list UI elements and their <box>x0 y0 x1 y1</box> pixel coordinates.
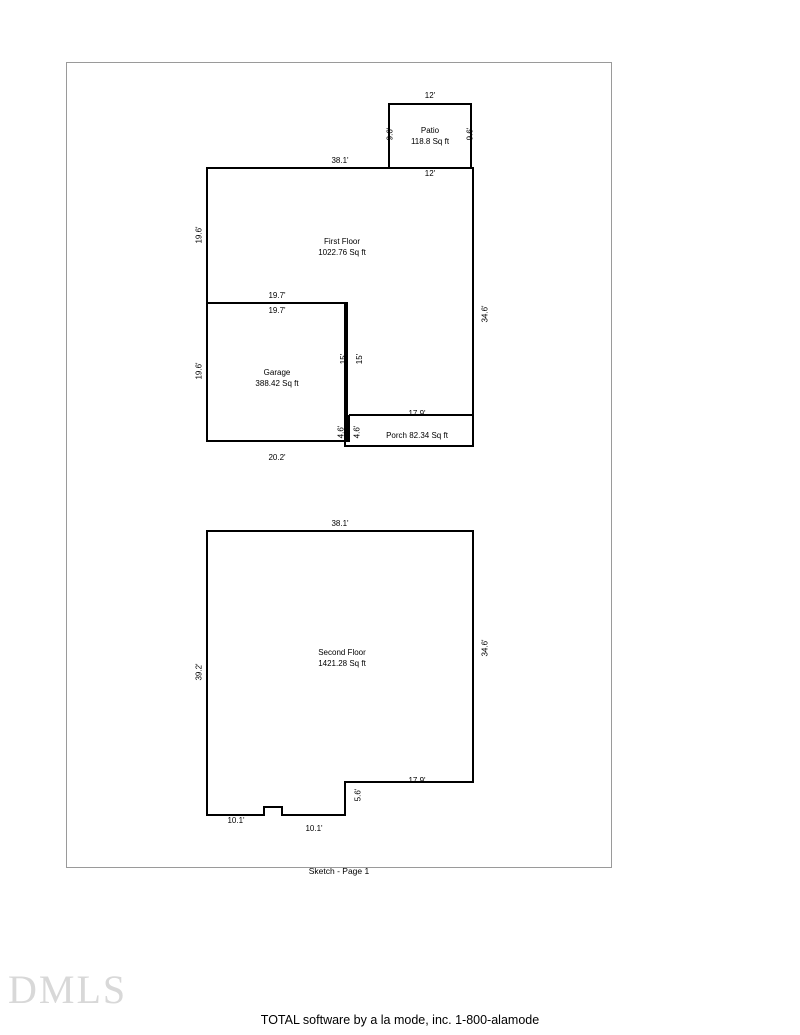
dim-first-left-upper: 19.6' <box>194 226 204 244</box>
dim-garage-bottom: 20.2' <box>268 453 286 462</box>
sketch-sheet <box>66 62 612 868</box>
dim-second-right: 34.6' <box>480 639 490 657</box>
area-name-patio: Patio <box>420 126 440 135</box>
area-value-first-floor: 1022.76 Sq ft <box>318 248 366 257</box>
area-label-patio <box>411 125 449 147</box>
area-value-patio: 118.8 Sq ft <box>410 137 450 146</box>
dim-patio-bottom: 12' <box>424 169 436 178</box>
dim-second-bottom-left: 10.1' <box>227 816 245 825</box>
first-floor-outline <box>207 168 473 446</box>
dim-patio-left: 9.6' <box>385 127 395 141</box>
dim-first-inner-right: 15' <box>355 353 365 365</box>
dim-garage-right: 15' <box>339 353 349 365</box>
area-value-second-floor: 1421.28 Sq ft <box>318 659 366 668</box>
area-label-porch <box>386 430 448 441</box>
area-value-garage: 388.42 Sq ft <box>255 379 299 388</box>
area-name-second-floor: Second Floor <box>318 648 366 657</box>
dim-patio-top: 12' <box>424 91 436 100</box>
area-name-first-floor: First Floor <box>324 237 360 246</box>
dim-garage-top: 19.7' <box>268 306 286 315</box>
dim-first-top: 38.1' <box>331 156 349 165</box>
area-label-first-floor <box>318 236 366 258</box>
second-floor-outline <box>207 531 473 815</box>
dim-porch-top: 17.9' <box>408 409 426 418</box>
dim-porch-left: 4.6' <box>352 425 362 439</box>
dim-second-notch: 5.6' <box>353 788 363 802</box>
watermark-logo: DMLS <box>8 967 128 1012</box>
sketch-page-caption: Sketch - Page 1 <box>308 866 370 876</box>
area-label-second-floor <box>318 647 366 669</box>
dim-garage-bottom-right: 4.6' <box>336 425 346 439</box>
dim-first-right: 34.6' <box>480 305 490 323</box>
area-value-porch: 82.34 Sq ft <box>409 431 448 440</box>
dim-garage-left: 19.6' <box>194 362 204 380</box>
dim-second-bottom-right: 17.9' <box>408 776 426 785</box>
footer-text: TOTAL software by a la mode, inc. 1-800-alamode <box>260 1013 540 1027</box>
floor-plan-drawing <box>67 63 613 869</box>
area-name-porch: Porch <box>386 431 407 440</box>
dim-second-bottom-mid: 10.1' <box>305 824 323 833</box>
dim-second-left: 39.2' <box>194 663 204 681</box>
area-name-garage: Garage <box>263 368 291 377</box>
dim-patio-right: 9.6' <box>465 127 475 141</box>
dim-first-inner-top: 19.7' <box>268 291 286 300</box>
dim-second-top: 38.1' <box>331 519 349 528</box>
area-label-garage <box>255 367 298 389</box>
